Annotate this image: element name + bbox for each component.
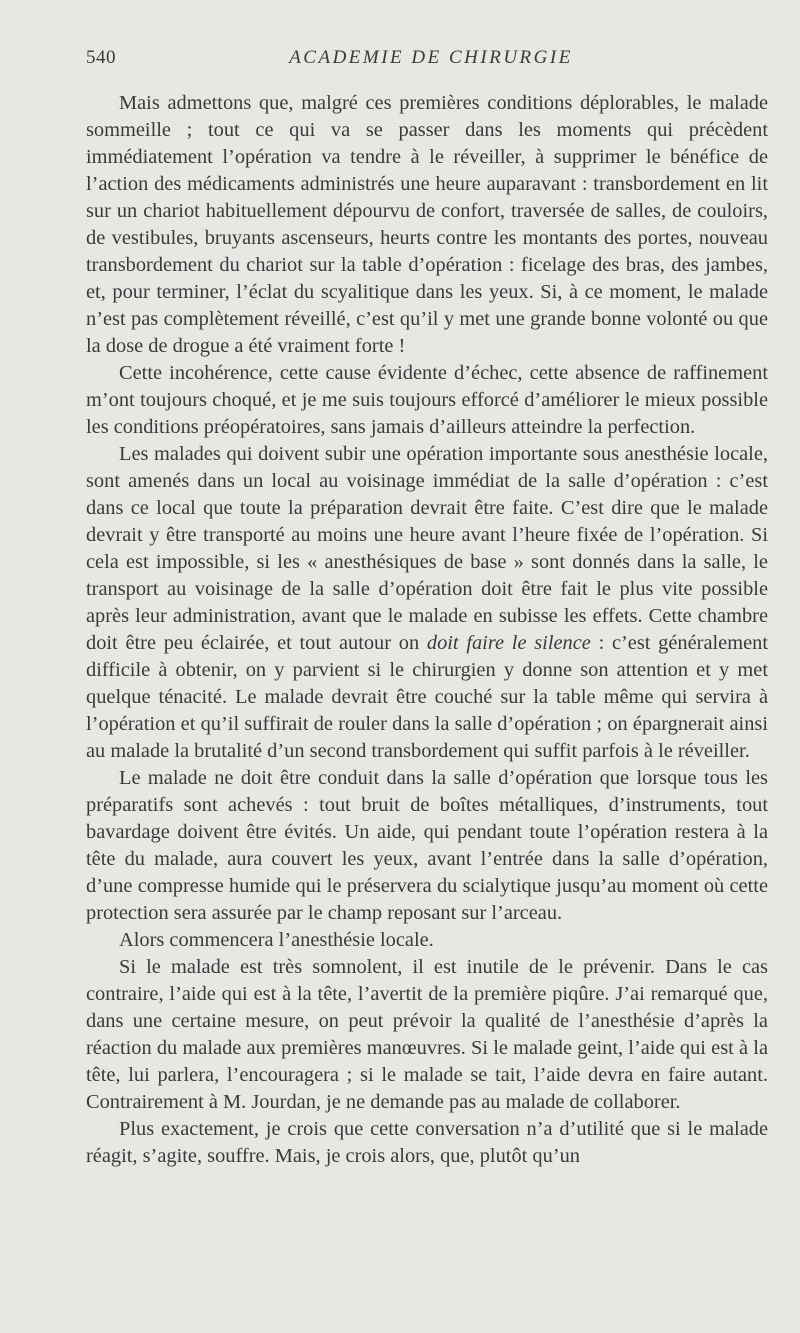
paragraph-5: Alors commencera l’anesthésie locale. <box>119 929 434 951</box>
paragraph-3 <box>86 441 768 765</box>
paragraph-1: Mais admettons que, malgré ces premières conditions déplorables, le malade sommeille ; tout ce qui va se passer dans les moments qui précèdent immédiatement l’opération va tendre à le réveiller, à supprimer le bénéfice de l’action des médicaments administrés une heure auparavant : transbordement en lit sur un chariot habituellement dépourvu de confort, traversée de salles, de couloirs, de vestibules, bruyants ascenseurs, heurts contre les montants des portes, nouveau transbordement du chariot sur la table d’opération : ficelage des bras, des jambes, et, pour terminer, l’éclat du scyalitique dans les yeux. Si, à ce moment, le malade n’est pas complètement réveillé, c’est qu’il y met une grande bonne volonté ou que la dose de drogue a été vraiment forte ! <box>86 92 768 357</box>
paragraph-6: Si le malade est très somnolent, il est inutile de le prévenir. Dans le cas contraire, l’aide qui est à la tête, l’avertit de la première piqûre. J’ai remarqué que, dans une certaine mesure, on peut prévoir la qualité de l’anesthésie d’après la réaction du malade aux premières manœuvres. Si le malade geint, l’aide qui est à la tête, lui parlera, l’encouragera ; si le malade se tait, l’aide devra en faire autant. Contrairement à M. Jourdan, je ne demande pas au malade de collaborer. <box>86 956 768 1113</box>
running-head <box>86 44 776 72</box>
italic-phrase: doit faire le silence <box>426 632 591 654</box>
body-text <box>86 90 768 1170</box>
paragraph-2: Cette incohérence, cette cause évidente d’échec, cette absence de raffinement m’ont toujours choqué, et je me suis toujours efforcé d’améliorer le mieux possible les conditions préopératoires, sans jamais d’ailleurs atteindre la perfection. <box>86 362 768 438</box>
running-title: ACADEMIE DE CHIRURGIE <box>289 47 573 68</box>
paragraph-4: Le malade ne doit être conduit dans la salle d’opération que lorsque tous les préparatifs sont achevés : tout bruit de boîtes métalliques, d’instruments, tout bavardage doivent être évités. Un aide, qui pendant toute l’opération restera à la tête du malade, aura couvert les yeux, avant l’entrée dans la salle d’opération, d’une compresse humide qui le préservera du scialytique jusqu’au moment où cette protection sera assurée par le champ reposant sur l’arceau. <box>86 767 768 924</box>
paragraph-3-part-1: Les malades qui doivent subir une opération importante sous anesthésie locale, sont amenés dans un local au voisinage immédiat de la salle d’opération : c’est dans ce local que toute la préparation devrait être faite. C’est dire que le malade devrait y être transporté au moins une heure avant l’heure fixée de l’opération. Si cela est impossible, si les « anesthésiques de base » sont donnés dans la salle, le transport au voisinage de la salle d’opération doit être fait le plus vite possible après leur administration, avant que le malade en subisse les effets. Cette chambre doit être peu éclairée, et tout autour on <box>86 443 768 654</box>
page-number: 540 <box>86 47 116 68</box>
paragraph-7: Plus exactement, je crois que cette conversation n’a d’utilité que si le malade réagit, s’agite, souffre. Mais, je crois alors, que, plutôt qu’un <box>86 1118 768 1167</box>
paragraph-3-part-2: : c’est généralement difficile à obtenir, on y parvient si le chirurgien y donne son attention et y met quelque ténacité. Le malade devrait être couché sur la table même qui servira à l’opération et qu’il suffirait de rouler dans la salle d’opération ; on épargnerait ainsi au malade la brutalité d’un second transbordement qui suffit parfois à le réveiller. <box>86 632 768 762</box>
